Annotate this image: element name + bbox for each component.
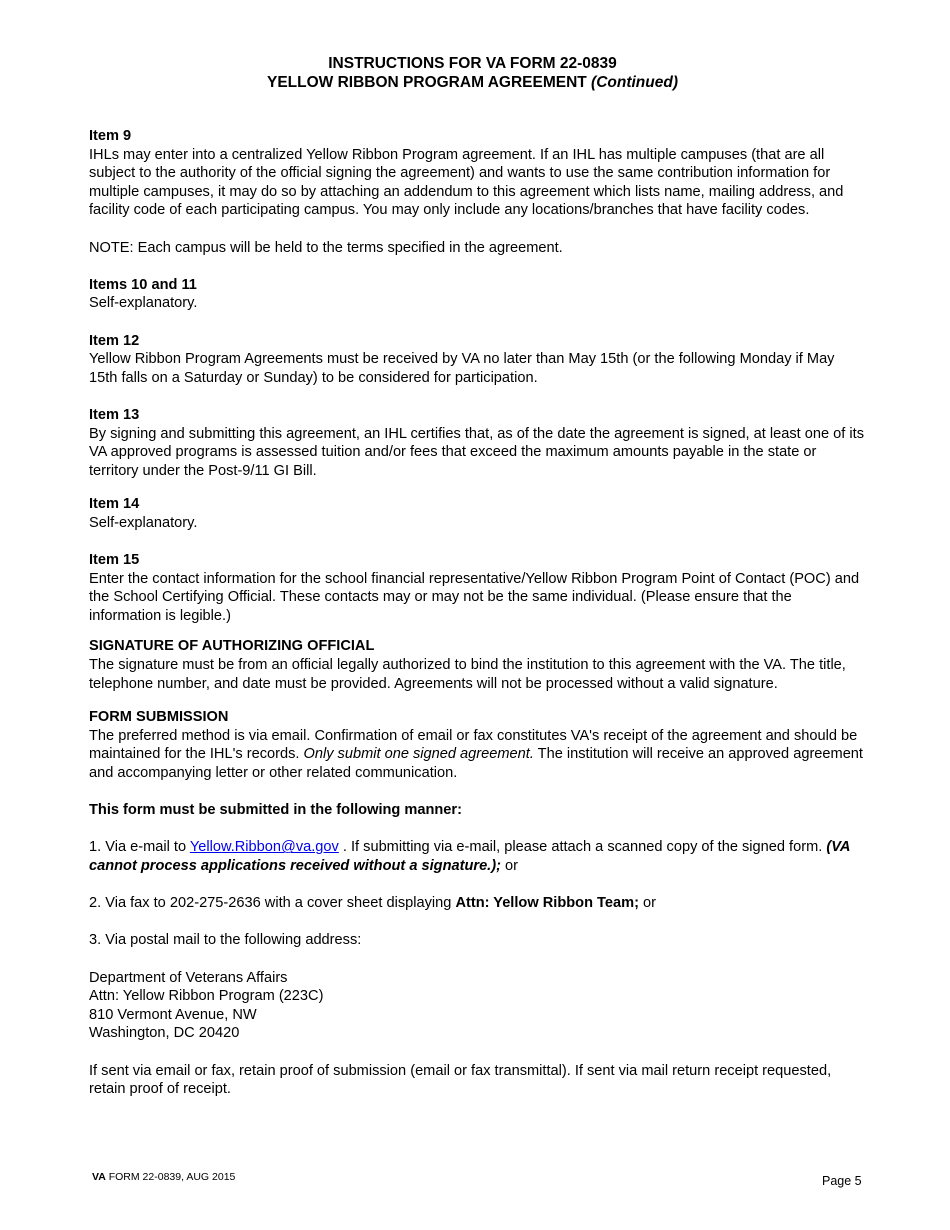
email-link[interactable]: Yellow.Ribbon@va.gov	[189, 839, 339, 856]
address-line: Washington, DC 20420	[89, 1025, 240, 1042]
title-line-1: INSTRUCTIONS FOR VA FORM 22-0839	[328, 55, 617, 72]
signature-heading: SIGNATURE OF AUTHORIZING OFFICIAL	[89, 638, 375, 655]
address-line: Department of Veterans Affairs	[89, 969, 288, 986]
item-15-section	[89, 551, 864, 625]
item-13-section	[89, 406, 864, 480]
option-email-warning: (VA cannot process applications received without a signature.);	[89, 839, 850, 874]
item-13-heading: Item 13	[89, 406, 140, 423]
option-email-end: or	[500, 857, 518, 874]
page-number: Page 5	[822, 1174, 862, 1188]
submission-body-end: The institution will receive an approved agreement and accompanying letter or other related communication.	[89, 746, 863, 781]
submission-body-start: The preferred method is via email. Confirmation of email or fax constitutes VA's receipt of the agreement and should be maintained for the IHL's records.	[89, 727, 858, 763]
item-12-section	[89, 332, 864, 388]
retain-proof-note: If sent via email or fax, retain proof of submission (email or fax transmittal). If sent via mail return receipt requested, retain proof of receipt.	[89, 1062, 832, 1098]
instructions-body	[89, 127, 864, 1099]
option-email	[89, 838, 864, 875]
item-14-section	[89, 495, 864, 532]
submission-body-italic: Only submit one signed agreement.	[303, 746, 534, 763]
option-fax-end: or	[638, 895, 656, 912]
address-line: 810 Vermont Avenue, NW	[89, 1006, 257, 1023]
option-fax-attn: Attn: Yellow Ribbon Team;	[455, 895, 639, 912]
submission-section	[89, 708, 864, 1098]
item-9-note: NOTE: Each campus will be held to the terms specified in the agreement.	[89, 239, 563, 256]
item-9-body: IHLs may enter into a centralized Yellow Ribbon Program agreement. If an IHL has multiple campuses (that are all subject to the authority of the official signing the agreement) and wants to use the same contribution information for multiple campuses, it may do so by attaching an addendum to this agreement which lists name, mailing address, and facility code of each participating campus. You may only include any locations/branches that have facility codes.	[89, 146, 844, 219]
footer-form-rest: FORM 22-0839, AUG 2015	[105, 1171, 236, 1183]
title-continued: (Continued)	[591, 74, 678, 91]
items-10-11-section	[89, 276, 864, 313]
signature-section	[89, 637, 864, 693]
item-15-body: Enter the contact information for the school financial representative/Yellow Ribbon Program Point of Contact (POC) and the School Certifying Official. These contacts may or may not be the same individual. (Please ensure that the information is legible.)	[89, 570, 860, 624]
item-15-heading: Item 15	[89, 552, 140, 569]
form-number-footer	[92, 1171, 235, 1183]
manner-heading: This form must be submitted in the following manner:	[89, 802, 462, 819]
item-9-heading: Item 9	[89, 128, 132, 144]
items-10-11-heading: Items 10 and 11	[89, 276, 197, 293]
mailing-address	[89, 969, 864, 1043]
title-line-2-text: YELLOW RIBBON PROGRAM AGREEMENT	[266, 74, 592, 91]
option-fax-start: 2. Via fax to 202-275-2636 with a cover sheet displaying	[89, 895, 456, 912]
signature-body: The signature must be from an official legally authorized to bind the institution to this agreement with the VA. The title, telephone number, and date must be provided. Agreements will not be processed without a valid signature.	[89, 657, 846, 692]
title-line-2	[85, 73, 860, 92]
page-title	[85, 54, 860, 92]
item-13-body: By signing and submitting this agreement, an IHL certifies that, as of the date the agreement is signed, at least one of its VA approved programs is assessed tuition and/or fees that exceed the maximum amounts payable in the state or territory under the Post-9/11 GI Bill.	[89, 425, 864, 479]
footer-va: VA	[92, 1171, 106, 1183]
option-email-start: 1. Via e-mail to	[89, 839, 190, 856]
address-line: Attn: Yellow Ribbon Program (223C)	[89, 988, 324, 1005]
item-12-body: Yellow Ribbon Program Agreements must be received by VA no later than May 15th (or the following Monday if May 15th falls on a Saturday or Sunday) to be considered for participation.	[89, 351, 835, 386]
item-14-body: Self-explanatory.	[89, 514, 198, 531]
item-14-heading: Item 14	[89, 496, 140, 513]
item-9-section	[89, 127, 864, 257]
submission-body	[89, 727, 864, 783]
items-10-11-body: Self-explanatory.	[89, 295, 198, 312]
option-fax	[89, 894, 864, 913]
submission-heading: FORM SUBMISSION	[89, 709, 229, 726]
option-email-mid: . If submitting via e-mail, please attach a scanned copy of the signed form.	[338, 839, 827, 856]
option-mail: 3. Via postal mail to the following address:	[89, 932, 362, 949]
item-12-heading: Item 12	[89, 332, 140, 349]
